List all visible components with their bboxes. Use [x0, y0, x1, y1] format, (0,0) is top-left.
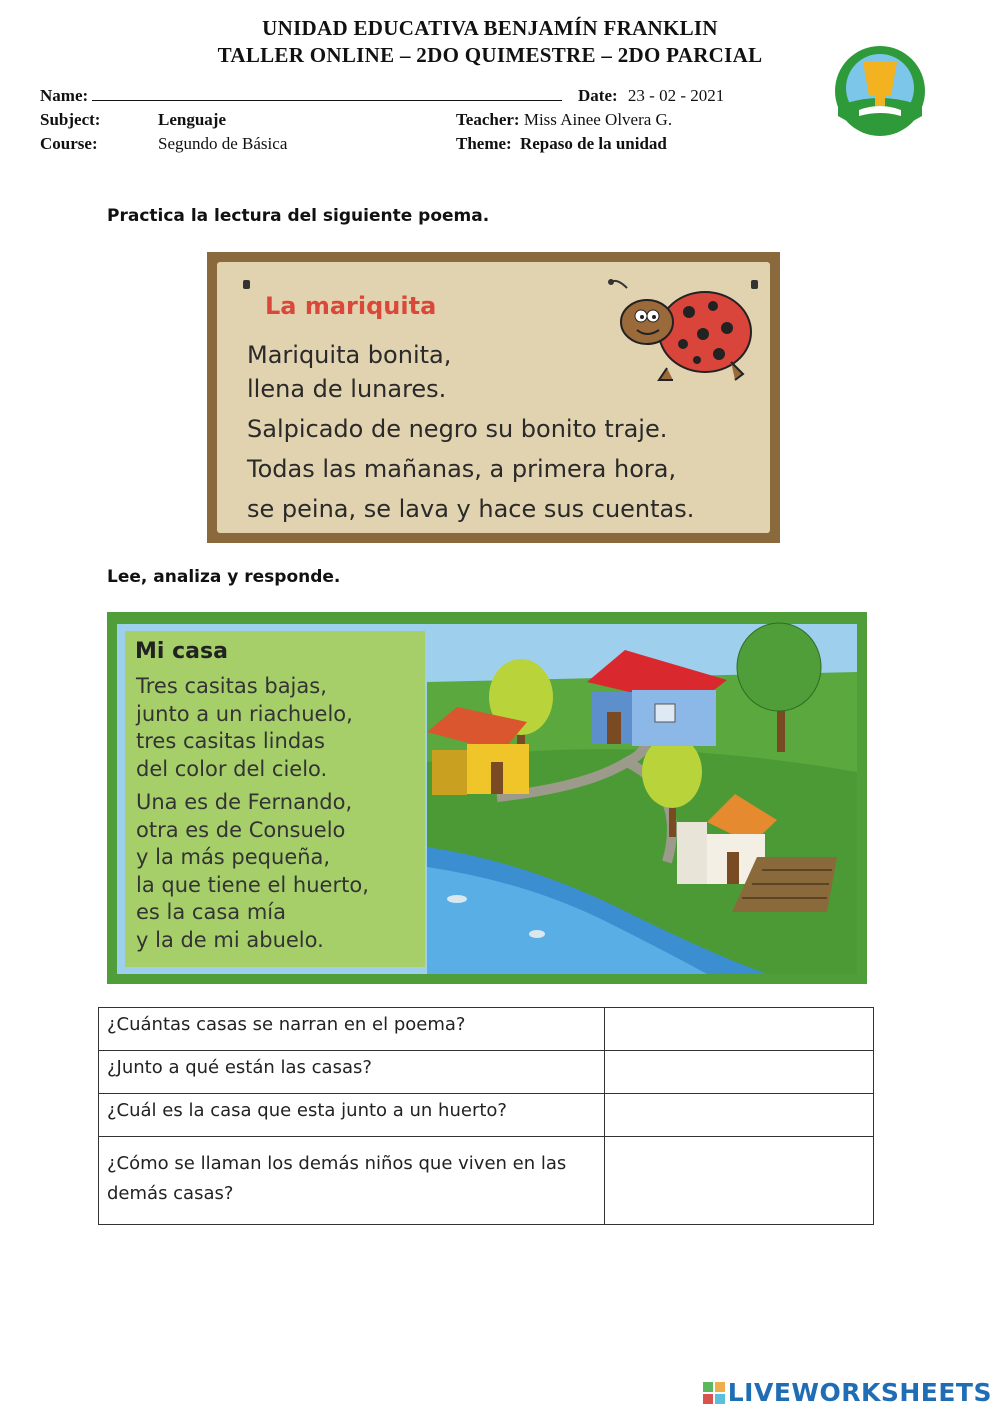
poem-line: del color del cielo.: [136, 756, 328, 781]
teacher-value: Miss Ainee Olvera G.: [523, 110, 673, 129]
question-cell: ¿Cuántas casas se narran en el poema?: [99, 1008, 605, 1051]
nail-icon: [243, 280, 250, 289]
teacher-row: [456, 110, 672, 130]
date-label: Date:: [578, 86, 618, 105]
poem-line: y la más pequeña,: [136, 845, 331, 869]
answer-input[interactable]: [605, 1008, 874, 1051]
poem-line: Salpicado de negro su bonito traje.: [247, 415, 668, 443]
liveworksheets-logo-icon: [703, 1382, 725, 1404]
date-row: [578, 86, 724, 106]
poem-title: Mi casa: [135, 639, 228, 664]
question-cell: ¿Cuál es la casa que esta junto a un huerto?: [99, 1094, 605, 1137]
liveworksheets-brand[interactable]: [703, 1378, 992, 1407]
answer-input[interactable]: [605, 1051, 874, 1094]
questions-table: [98, 1007, 874, 1225]
course-value: Segundo de Básica: [158, 134, 288, 153]
brand-text: LIVEWORKSHEETS: [727, 1378, 992, 1407]
ladybug-icon: [607, 276, 757, 386]
school-name: UNIDAD EDUCATIVA BENJAMÍN FRANKLIN: [262, 16, 718, 40]
poem-line: Tres casitas bajas,: [136, 674, 327, 698]
course-label: Course:: [40, 134, 98, 153]
question-cell: ¿Cómo se llaman los demás niños que viven en las demás casas?: [99, 1137, 605, 1225]
poem-board: [217, 262, 770, 533]
name-row: [40, 86, 562, 106]
theme-label: Theme:: [456, 134, 512, 153]
table-row: [99, 1051, 874, 1094]
instruction-analyze: Lee, analiza y responde.: [107, 567, 341, 587]
poem-text-panel: [125, 631, 425, 967]
poem-line: otra es de Consuelo: [136, 817, 346, 842]
teacher-label: Teacher:: [456, 110, 520, 129]
answer-input[interactable]: [605, 1137, 874, 1225]
subject-label: Subject:: [40, 110, 101, 129]
poem-line: tres casitas lindas: [136, 729, 325, 753]
poem-body: [136, 673, 369, 954]
table-row: [99, 1008, 874, 1051]
poem-line: llena de lunares.: [247, 375, 447, 403]
poem-mi-casa-card: [107, 612, 867, 984]
question-cell: ¿Junto a qué están las casas?: [99, 1051, 605, 1094]
theme-row: [456, 134, 667, 154]
table-row: [99, 1137, 874, 1225]
poem-line: es la casa mía: [136, 900, 286, 924]
poem-title: La mariquita: [265, 292, 437, 320]
subject-value: Lenguaje: [158, 110, 226, 129]
poem-mariquita-card: [207, 252, 780, 543]
poem-line: Mariquita bonita,: [247, 341, 452, 369]
poem-line: la que tiene el huerto,: [136, 872, 369, 897]
answer-input[interactable]: [605, 1094, 874, 1137]
poem-line: Todas las mañanas, a primera hora,: [247, 455, 677, 483]
poem-line: se peina, se lava y hace sus cuentas.: [247, 495, 695, 523]
name-field[interactable]: [92, 86, 562, 101]
date-value: 23 - 02 - 2021: [627, 86, 725, 105]
workshop-title: TALLER ONLINE – 2DO QUIMESTRE – 2DO PARCIAL: [217, 43, 763, 67]
theme-value: Repaso de la unidad: [519, 134, 667, 153]
school-logo: [833, 44, 927, 138]
poem-line: y la de mi abuelo.: [136, 927, 324, 952]
table-row: [99, 1094, 874, 1137]
name-label: Name:: [40, 86, 89, 105]
poem-line: Una es de Fernando,: [136, 790, 353, 814]
instruction-read: Practica la lectura del siguiente poema.: [107, 206, 490, 226]
poem-line: junto a un riachuelo,: [136, 701, 353, 726]
